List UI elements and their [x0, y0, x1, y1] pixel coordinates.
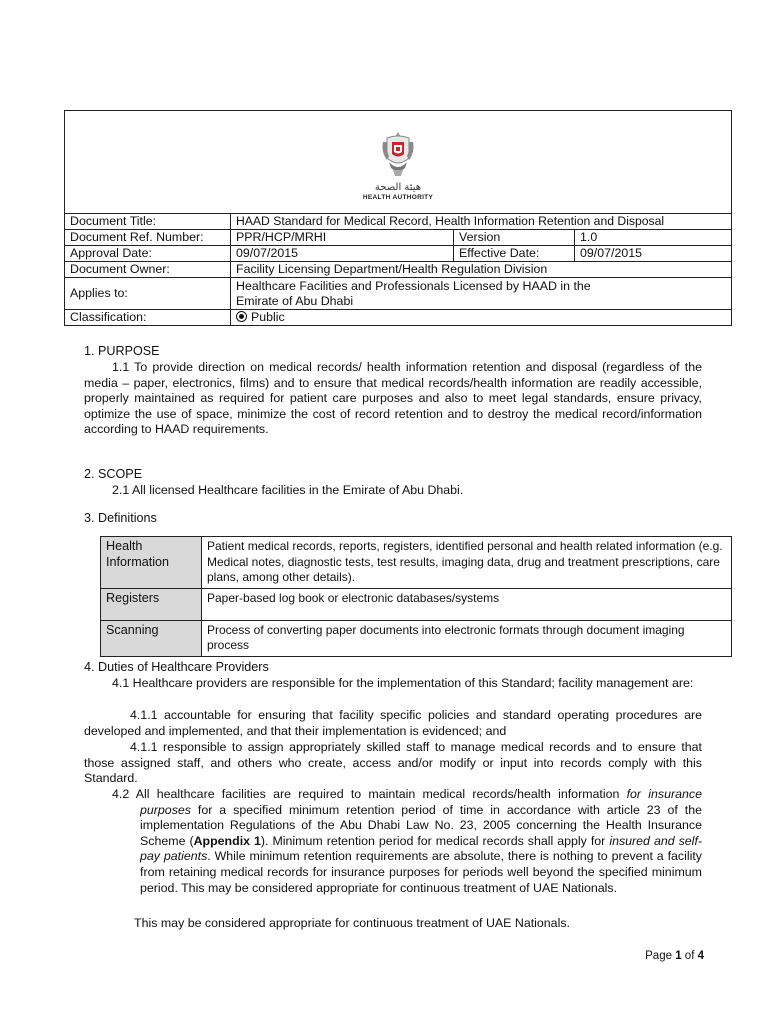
ref-label: Document Ref. Number:: [65, 230, 231, 246]
definition-row: [101, 620, 732, 656]
page-total: 4: [697, 950, 704, 962]
applies-value: [231, 278, 732, 310]
term-line-1: Health: [106, 539, 143, 553]
duties-4-1: 4.1 Healthcare providers are responsible for the implementation of this Standard; facility management are:: [112, 676, 694, 690]
duties-heading: 4. Duties of Healthcare Providers: [84, 660, 269, 674]
scope-heading: 2. SCOPE: [84, 467, 143, 481]
definition-term: Scanning: [101, 620, 202, 656]
classification-row: [65, 310, 732, 326]
falcon-emblem-icon: [379, 128, 417, 178]
owner-label: Document Owner:: [65, 262, 231, 278]
definition-row: [101, 537, 732, 589]
title-row: [65, 214, 732, 230]
classification-value: [231, 310, 732, 326]
owner-value: Facility Licensing Department/Health Regulation Division: [231, 262, 732, 278]
title-label: Document Title:: [65, 214, 231, 230]
date-row: [65, 246, 732, 262]
applies-value-line-2: Emirate of Abu Dhabi: [236, 293, 354, 308]
p42-text-g: . While minimum retention requirements are absolute, there is nothing to prevent a facility from retaining medical records for insurance purposes for periods well beyond the specified minimum period. This may be considered appropriate for continuous treatment of UAE Nationals.: [140, 849, 702, 895]
p42-text-e: ). Minimum retention period for medical records shall apply for: [260, 833, 610, 848]
p42-appendix-link: Appendix 1: [193, 833, 261, 848]
owner-row: [65, 262, 732, 278]
effective-label: Effective Date:: [454, 246, 575, 262]
p42-text-a: 4.2 All healthcare facilities are required to maintain medical records/health information: [112, 787, 627, 801]
applies-row: [65, 278, 732, 310]
p42-italic-patients: insured and self-pay patients: [140, 833, 703, 864]
definition-row: [101, 588, 732, 620]
page-number: 1: [675, 950, 682, 962]
applies-label: Applies to:: [65, 278, 231, 310]
p42-text-c: for a specified minimum retention period of time in accordance with article 23 of the implementation Regulations of the Abu Dhabi Law No. 23, 2005 concerning the Health Insurance Scheme (: [140, 802, 702, 848]
definition-text: Process of converting paper documents into electronic formats through document imaging process: [202, 620, 732, 656]
approval-value: 09/07/2015: [231, 246, 454, 262]
duties-4-1-1-a: 4.1.1 accountable for ensuring that facility specific policies and standard operating procedures are developed and implemented, and that their implementation is evidenced; and: [84, 708, 702, 738]
purpose-text: 1.1 To provide direction on medical records/ health information retention and disposal (regardless of the media – paper, electronics, films) and to ensure that medical records/health information are readily accessible, properly maintained as required for patient care purposes and also to meet legal standards, ensure privacy, optimize the use of space, minimize the cost of record retention and to destroy the medical record/information according to HAAD requirements.: [84, 360, 702, 437]
logo-arabic-text: هيئة الصحة: [374, 181, 422, 193]
page-word: Page: [645, 950, 676, 962]
term-line-2: Information: [106, 554, 169, 569]
purpose-heading: 1. PURPOSE: [84, 344, 160, 358]
document-header-table: [64, 110, 732, 326]
definition-term: [101, 537, 202, 589]
duties-4-2: [112, 787, 703, 896]
definition-text: Paper-based log book or electronic databases/systems: [202, 588, 732, 620]
applies-value-line-1: Healthcare Facilities and Professionals Licensed by HAAD in the: [236, 278, 591, 293]
logo-english-text: HEALTH AUTHORITY: [362, 193, 434, 201]
definitions-heading: 3. Definitions: [84, 511, 157, 525]
ref-value: PPR/HCP/MRHI: [231, 230, 454, 246]
version-label: Version: [454, 230, 575, 246]
p42-italic-insurance: for insurance purposes: [140, 787, 702, 817]
definition-text: Patient medical records, reports, registers, identified personal and health related information (e.g. Medical notes, diagnostic tests, test results, imaging data, drug and treatment prescriptions, care plans, among other details).: [202, 537, 732, 589]
ref-row: [65, 230, 732, 246]
title-value: HAAD Standard for Medical Record, Health Information Retention and Disposal: [231, 214, 732, 230]
definitions-table: [100, 536, 732, 657]
health-authority-logo: [363, 128, 433, 202]
page-footer: [645, 950, 704, 962]
definition-term: Registers: [101, 588, 202, 620]
logo-cell: [65, 111, 732, 214]
approval-label: Approval Date:: [65, 246, 231, 262]
radio-selected-icon: [236, 311, 247, 322]
classification-label: Classification:: [65, 310, 231, 326]
duties-4-1-1-b: 4.1.1 responsible to assign appropriately skilled staff to manage medical records and to ensure that those assigned staff, and others who create, access and/or modify or input into records comply with this Standard.: [84, 740, 702, 786]
effective-value: 09/07/2015: [575, 246, 732, 262]
of-word: of: [681, 950, 698, 962]
scope-text: 2.1 All licensed Healthcare facilities in the Emirate of Abu Dhabi.: [112, 483, 464, 497]
version-value: 1.0: [575, 230, 732, 246]
classification-text: Public: [251, 310, 285, 324]
duties-last-line: This may be considered appropriate for continuous treatment of UAE Nationals.: [134, 916, 570, 930]
